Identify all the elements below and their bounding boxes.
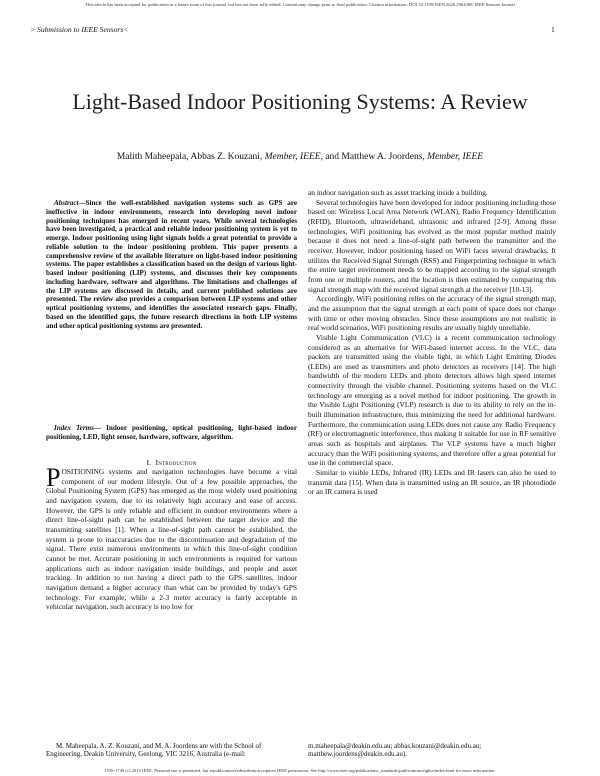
right-column xyxy=(308,188,556,497)
introduction-text: OSITIONING systems and navigation technologies have become a vital component of our modern lifestyle. Out of a few possible approaches, the Global Positioning System (GPS) has emerged as the most widely used positioning and navigation system, due to its relatively high accuracy and ease of access. However, the GPS is only reliable and efficient in outdoor environments where a direct line-of-sight path can be established between the target device and the transmitting satellites [1]. When a line-of-sight path cannot be established, the system is prone to inaccuracies due to the discontinuation and degradation of the signal. There exist numerous environments in which this line-of-sight condition cannot be met. Accurate positioning in such environments is required for various applications such as indoor navigation inside buildings, and people and asset tracking. In addition to not having a direct path to the GPS satellites, indoor navigation demand a higher accuracy than what can be provided by today's GPS technology. For example, while a 2-3 meter accuracy is fairly acceptable in vehicular navigation, such accuracy is too low for xyxy=(46,467,297,612)
introduction-body xyxy=(46,463,297,612)
index-terms xyxy=(46,424,297,442)
paragraph: Accordingly, WiFi positioning relies on the accuracy of the signal strength map, and the assumption that the signal strength at each point of space does not change with time or other moving obstacles. Since these assumptions are not realistic in real world scenarios, WiFi positioning results are usually highly unreliable. xyxy=(308,294,556,333)
index-terms-text: — Indoor positioning, optical positioning, light-based indoor positioning, LED, light sensor, hardware, software, algorithm. xyxy=(46,424,298,441)
footnote-email-line: m.maheepala@deakin.edu.au; abbas.kouzani@deakin.edu.au; xyxy=(308,742,482,750)
running-header: > Submission to IEEE Sensors< xyxy=(30,25,129,34)
section-title: Introduction xyxy=(155,458,197,467)
author-role-2: Member, IEEE xyxy=(427,152,484,162)
page-number: 1 xyxy=(551,25,555,34)
author-names-2: , and Matthew A. Joordens, xyxy=(320,152,428,162)
paragraph: Visible Light Communication (VLC) is a recent communication technology considered as an alternative for WiFi-based internet access. In the VLC, data packets are transmitted using the visible light, in which Light Emitting Diodes (LEDs) are used as transmitters and photo detectors as receivers [14]. The high bandwidth of the modern LEDs and photo detectors allows high speed internet connectivity through the visible channel. Positioning systems based on the VLC technology are emerging as a novel method for indoor positioning. The growth in the Visible Light Positioning (VLP) research is due to its ability to rely on the in-built illumination infrastructure, thus minimizing the need for additional hardware. Furthermore, the communication using LEDs does not cause any Radio Frequency (RF) or electromagnetic interference, thus making it suitable for use in RF sensitive areas such as hospitals and airplanes. The VLP systems have a much higher accuracy than the WiFi positioning systems, and therefore offer a great potential for use in the commercial space. xyxy=(308,332,556,468)
index-terms-label: Index Terms xyxy=(54,424,94,432)
abstract-text: —Since the well-established navigation systems such as GPS are ineffective in indoor environments, research into developing novel indoor positioning techniques has emerged in recent years. While several technologies have been investigated, a practical and reliable indoor positioning system is yet to emerge. Indoor positioning using light signals holds a great potential to provide a reliable solution to the indoor positioning problem. This paper presents a comprehensive review of the available literature on light-based indoor positioning systems. The paper establishes a classification based on the design of various light-based indoor positioning (LIP) systems, and discusses their key components including hardware, software and algorithms. The limitations and challenges of the LIP systems are discussed in details, and current published solutions are presented. The review also provides a comparison between LIP systems and other optical positioning systems, and identifies the associated research gaps. Finally, based on the identified gaps, the future research directions in both LIP systems and other optical positioning systems are presented. xyxy=(46,199,297,330)
abstract xyxy=(46,199,297,330)
author-list xyxy=(40,152,560,162)
author-names-1: Malith Maheepala, Abbas Z. Kouzani, xyxy=(116,152,265,162)
section-numeral: I. xyxy=(146,458,152,467)
copyright-footer: 1558-1748 (c) 2019 IEEE. Personal use is permitted, but republication/redistribution requires IEEE permission. See http://www.ieee.org/publications_standards/publications/rights/index.html for more information. xyxy=(104,768,496,773)
footnote-email-line: matthew.joordens@deakin.edu.au). xyxy=(308,750,407,759)
author-role-1: Member, IEEE xyxy=(264,152,321,162)
drop-cap: P xyxy=(46,463,61,492)
footnote-affiliation: M. Maheepala, A. Z. Kouzani, and M. A. Joordens are with the School of Engineering, Deakin University, Geelong, VIC 3216, Australia (e-mail: xyxy=(46,742,262,759)
paper-title: Light-Based Indoor Positioning Systems: A Review xyxy=(72,89,528,114)
footnote-emails xyxy=(308,742,556,758)
paragraph: Several technologies have been developed for indoor positioning including those based on: Wireless Local Area Network (WLAN), Radio Frequency Identification (RFID), Bluetooth, ultrawideband, ultrasonic and infrared [2-9]. Among these technologies, WiFi positioning has evolved as the most popular method mainly because it does not need a line-of-sight path between the transmitter and the receiver. However, indoor positioning based on WiFi faces several drawbacks. It utilizes the Received Signal Strength (RSS) and Fingerprinting technique in which the entire target environment needs to be mapped according to the signal strength from one or multiple routers, and the location is then estimated by comparing this signal strength map with the received signal strength at the receiver [10-13]. xyxy=(308,197,556,294)
paragraph: Similar to visible LEDs, Infrared (IR) LEDs and IR lasers can also be used to transmit data [15]. When data is transmitted using an IR source, an IR photodiode or an IR camera is used xyxy=(308,468,556,497)
paragraph: an indoor navigation such as asset tracking inside a building. xyxy=(308,188,488,197)
section-heading-introduction xyxy=(46,458,297,467)
abstract-label: Abstract xyxy=(54,199,79,207)
publication-notice: This article has been accepted for publication in a future issue of this journal, but has not been fully edited. Content may change prior to final publication. Citation information: DOI 10.1109/JSEN.2020.2964380, IEEE Sensors Journal xyxy=(85,2,515,7)
